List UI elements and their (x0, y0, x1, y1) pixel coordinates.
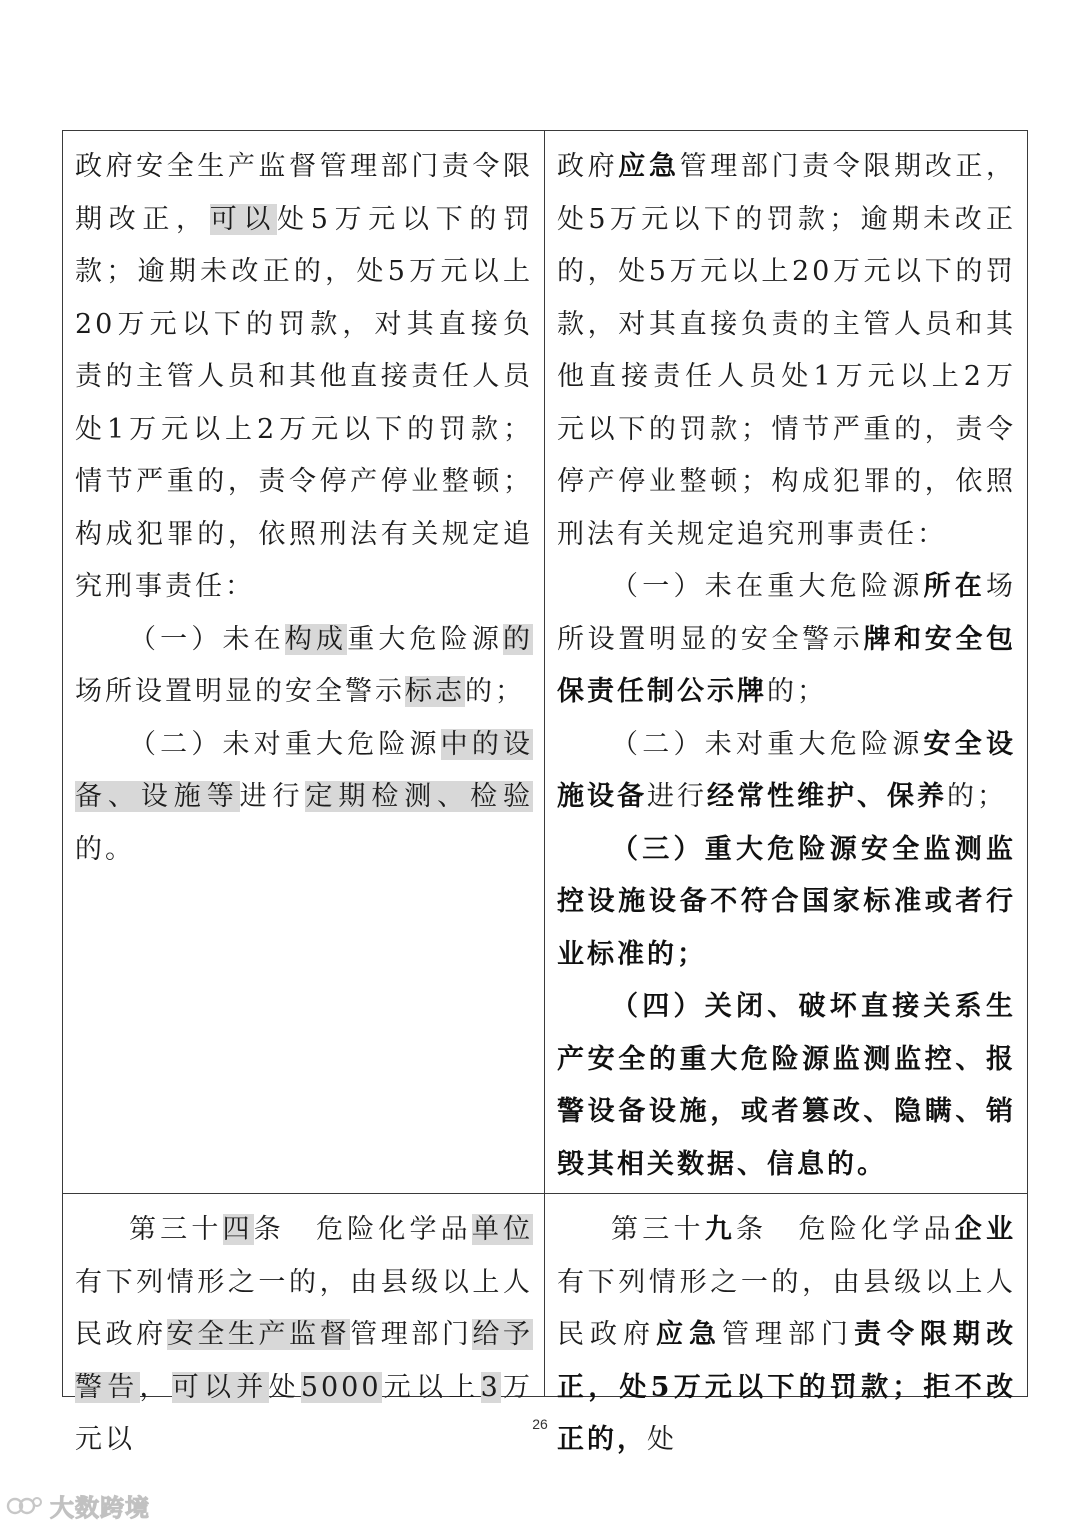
highlighted-text: 的 (503, 623, 534, 655)
text-run: 场所设置明显的安全警示 (557, 571, 1016, 655)
text-run: 政府安全生产监督管理部门责令限期改正， (75, 151, 533, 235)
highlighted-text: 3 (480, 1371, 501, 1403)
highlighted-text: 定期检测、检验 (305, 781, 534, 812)
text-run: （二）未对重大危险源 (611, 728, 924, 760)
cell-paragraph (75, 614, 533, 719)
text-run: （一）未在重大危险源 (611, 571, 924, 602)
text-run: 条 危险化学品 (736, 1214, 955, 1245)
text-run: 场所设置明显的安全警示 (75, 676, 405, 707)
bold-text: （三）重大危险源安全监测监控设施设备不符合国家标准或者行业标准的； (557, 833, 1016, 970)
text-run: 的； (465, 676, 525, 707)
text-run: 的； (767, 676, 827, 707)
bold-text: 九 (704, 1214, 736, 1245)
cell-paragraph (557, 141, 1016, 561)
text-run: 管理部门 (722, 1319, 854, 1350)
cell-paragraph (557, 561, 1016, 719)
cell-paragraph (75, 141, 533, 614)
highlighted-text: 中的设备、设施等 (75, 728, 534, 812)
old-text-cell (63, 131, 545, 1194)
cell-paragraph (557, 981, 1016, 1191)
text-run: 管理部门 (350, 1319, 473, 1350)
text-run: 处 (268, 1371, 301, 1403)
watermark-text: 大数跨境 (50, 1494, 150, 1522)
text-run: 重大危险源 (347, 623, 504, 655)
cell-paragraph (557, 719, 1016, 824)
table-row (63, 131, 1028, 1194)
text-run: 有下列情形之一的，由县级以上人民政府 (75, 1266, 533, 1350)
text-run: 第三十 (129, 1214, 223, 1245)
cell-paragraph (75, 719, 533, 877)
watermark (6, 1488, 150, 1523)
text-run: 政府 (557, 151, 619, 182)
text-run: ， (139, 1371, 172, 1403)
highlighted-text: 构成 (284, 623, 348, 655)
highlighted-text: 可以 (209, 203, 278, 235)
bold-text: （四）关闭、破坏直接关系生产安全的重大危险源监测监控、报警设备设施，或者篡改、隐瞒、销毁其相关数据、信息的。 (557, 991, 1016, 1180)
highlighted-text: 5000 (300, 1371, 382, 1403)
bold-text: 安全设施设备 (557, 728, 1016, 812)
dashuo-logo-icon (6, 1494, 46, 1518)
bold-text: 应急 (656, 1319, 722, 1350)
text-run: 处 (647, 1424, 677, 1455)
new-text-cell (545, 1194, 1028, 1455)
highlighted-text: 可以并 (171, 1371, 269, 1403)
text-run: 进行 (239, 781, 306, 812)
text-run: 处5万元以下的罚款；逾期未改正的，处5万元以上20万元以下的罚款，对其直接负责的主管人员和其他直接责任人员处1万元以上2万元以下的罚款；情节严重的，责令停产停业整顿；构成犯罪的，依照刑法有关规定追究刑事责任： (75, 203, 534, 602)
highlighted-text: 标志 (405, 676, 465, 707)
highlighted-text: 给予警告 (75, 1319, 534, 1403)
bold-text: 牌和安全包保责任制公示牌 (557, 623, 1017, 707)
highlighted-text: 安全生产监督 (166, 1319, 351, 1350)
page-number: 26 (532, 1416, 548, 1432)
bold-text: 应急 (618, 151, 680, 182)
highlighted-text: 四 (222, 1214, 254, 1245)
text-run: 条 危险化学品 (253, 1214, 472, 1245)
highlighted-text: 单位 (471, 1214, 534, 1245)
bold-text: 所在 (923, 571, 986, 602)
text-run: 的； (947, 781, 1007, 812)
text-run: （二）未对重大危险源 (129, 728, 441, 760)
bold-text: 责令限期改正，处5万元以下的罚款；拒不改正的， (557, 1319, 1016, 1455)
cell-paragraph (557, 824, 1016, 982)
bold-text: 经常性维护、保养 (707, 781, 947, 812)
bold-text: 企业 (954, 1214, 1016, 1245)
text-run: 管理部门责令限期改正，处5万元以下的罚款；逾期未改正的，处5万元以上20万元以下的罚款，对其直接负责的主管人员和其他直接责任人员处1万元以上2万元以下的罚款；情节严重的，责令停产停业整顿；构成犯罪的，依照刑法有关规定追究刑事责任： (557, 151, 1017, 550)
text-run: 第三十 (611, 1214, 705, 1245)
text-run: 万元以 (75, 1371, 534, 1455)
text-run: 有下列情形之一的，由县级以上人民政府 (557, 1266, 1016, 1350)
new-text-cell (545, 131, 1028, 1194)
text-run: 元以上 (381, 1371, 481, 1403)
table-row (63, 1194, 1028, 1397)
text-run: 进行 (647, 781, 707, 812)
text-run: （一）未在 (129, 623, 285, 655)
text-run: 的。 (75, 833, 135, 865)
